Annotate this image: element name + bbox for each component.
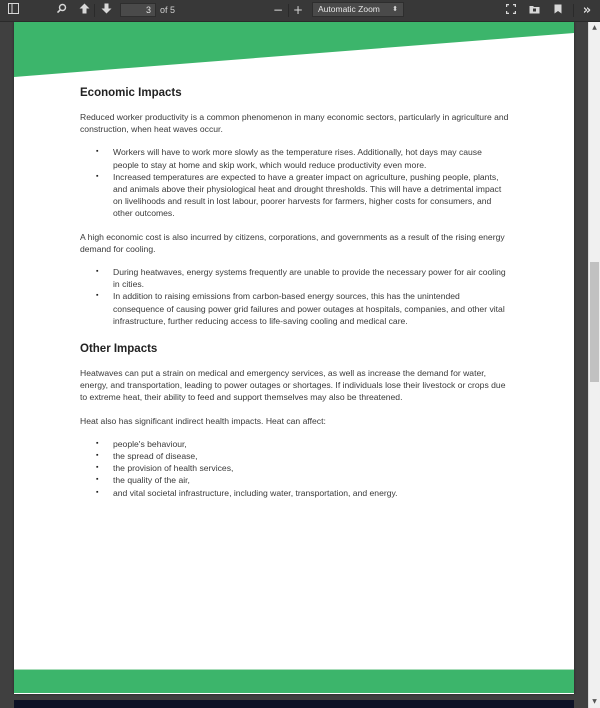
pdf-page (14, 22, 574, 694)
header-green-band (14, 22, 574, 78)
fullscreen-icon (506, 4, 516, 14)
list-item: ▪ Increased temperatures are expected to have a greater impact on agriculture, pushing people, plants, and animals above their physiological heat and drought thresholds. This will have a detrimental impact on livelihoods and result in lost labour, poorer harvests for farmers, higher costs for consumers, and other outcomes. (113, 171, 510, 220)
vertical-scrollbar[interactable] (588, 22, 600, 708)
sidebar-toggle-button[interactable] (6, 3, 20, 18)
list-item: ▪ the quality of the air, (113, 474, 510, 486)
footer-green-band (14, 669, 574, 693)
list-item: ▪ In addition to raising emissions from carbon-based energy sources, this has the unintended consequence of causing power grid failures and power outages at hospitals, companies, and other vital infrastructure, further reducing access to life-saving cooling and medical care. (113, 290, 510, 327)
list-item: ▪ and vital societal infrastructure, including water, transportation, and energy. (113, 487, 510, 499)
zoom-in-button[interactable]: + (292, 3, 304, 17)
search-icon (56, 3, 67, 14)
list-item: ▪ people's behaviour, (113, 438, 510, 450)
page-content (80, 86, 510, 510)
tools-button[interactable]: » (582, 3, 592, 18)
scroll-down-button[interactable]: ▼ (592, 698, 597, 705)
zoom-select[interactable] (312, 2, 404, 17)
list-item: ▪ the provision of health services, (113, 462, 510, 474)
toolbar-separator (573, 4, 574, 17)
section-heading-economic-impacts: Economic Impacts (80, 87, 182, 99)
paragraph: A high economic cost is also incurred by citizens, corporations, and governments as a result of the rising energy demand for cooling. (80, 231, 505, 254)
toolbar-separator (288, 4, 289, 17)
presentation-mode-button[interactable] (505, 3, 517, 18)
next-page-button[interactable] (99, 3, 113, 18)
paragraph: Heatwaves can put a strain on medical and emergency services, as well as increase the demand for water, energy, and transportation, leading to power outages or shortages. If individuals lose their livestock or crops due to extreme heat, their ability to feed and support themselves may also be threatened. (80, 368, 506, 403)
search-button[interactable] (54, 3, 68, 18)
toolbar-separator (94, 4, 95, 17)
scroll-up-button[interactable]: ▲ (592, 24, 597, 31)
section-heading-other-impacts: Other Impacts (80, 343, 158, 356)
previous-page-button[interactable] (77, 3, 91, 18)
next-pdf-page (14, 700, 574, 708)
bullet-list (80, 146, 510, 219)
sidebar-icon (8, 3, 19, 14)
bookmark-icon (554, 4, 562, 14)
bookmark-button[interactable] (553, 3, 563, 18)
paragraph: Heat also has significant indirect health impacts. Heat can affect: (80, 415, 326, 426)
bullet-list (80, 438, 510, 499)
zoom-out-button[interactable]: − (272, 3, 284, 17)
page-count-label: of 5 (160, 5, 176, 15)
page-number-input[interactable]: 3 (120, 3, 156, 17)
bullet-list (80, 266, 510, 327)
arrow-down-icon (101, 3, 112, 14)
arrow-up-icon (79, 3, 90, 14)
paragraph: Reduced worker productivity is a common phenomenon in many economic sectors, particularly in agriculture and construction, when heat waves occur. (80, 112, 509, 135)
zoom-select-value: Automatic Zoom (318, 4, 380, 14)
scroll-thumb[interactable] (590, 262, 599, 382)
list-item: ▪ During heatwaves, energy systems frequently are unable to provide the necessary power for air cooling in cities. (113, 266, 510, 290)
list-item: ▪ Workers will have to work more slowly as the temperature rises. Additionally, hot days may cause people to stay at home and skip work, which would reduce productivity even more. (113, 146, 510, 170)
open-file-button[interactable] (528, 3, 541, 18)
open-file-icon (529, 4, 540, 14)
select-arrows-icon: ⬍ (392, 6, 398, 13)
list-item: ▪ the spread of disease, (113, 450, 510, 462)
pdf-toolbar (0, 0, 600, 22)
document-viewer[interactable] (0, 22, 588, 708)
